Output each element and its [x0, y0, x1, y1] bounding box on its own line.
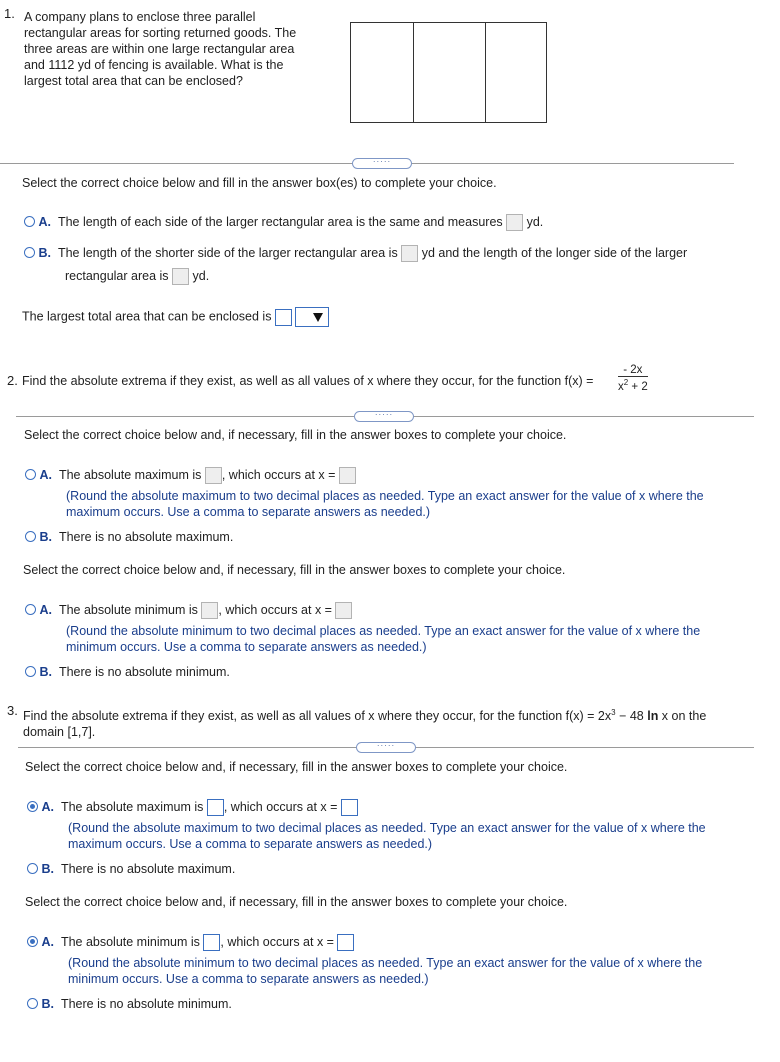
q3-instruction-max: Select the correct choice below and, if necessary, fill in the answer boxes to complete your choice. — [25, 760, 568, 774]
diagram-divider — [413, 23, 414, 122]
q2-max-option-a[interactable]: A. The absolute maximum is , which occurs at x = — [25, 467, 356, 484]
q3-max-note: (Round the absolute maximum to two decimal places as needed. Type an exact answer for the value of x where the maximum occurs. Use a comma to separate answers as needed.) — [68, 821, 706, 851]
question-2-text: Find the absolute extrema if they exist, as well as all values of x where they occur, for the function f(x) = — [22, 374, 594, 388]
q2-min-option-b[interactable]: B. There is no absolute minimum. — [25, 665, 230, 679]
q1-unit-dropdown[interactable] — [295, 307, 329, 327]
expand-divider-button[interactable]: ····· — [352, 158, 412, 169]
q3-min-option-b-radio[interactable] — [27, 998, 38, 1009]
q3-max-option-b-radio[interactable] — [27, 863, 38, 874]
q1-instruction: Select the correct choice below and fill in the answer box(es) to complete your choice. — [22, 176, 497, 190]
expand-divider-button[interactable]: ····· — [354, 411, 414, 422]
q3-min-option-a-radio[interactable] — [27, 936, 38, 947]
q3-max-value-input[interactable] — [207, 799, 224, 816]
q3-min-note: (Round the absolute minimum to two decimal places as needed. Type an exact answer for the value of x where the minimum occurs. Use a comma to separate answers as needed.) — [68, 956, 703, 986]
q2-max-note: (Round the absolute maximum to two decimal places as needed. Type an exact answer for the value of x where the maximum occurs. Use a comma to separate answers as needed.) — [66, 489, 704, 519]
question-1-text: A company plans to enclose three parallel rectangular areas for sorting returned goods. The three areas are within one large rectangular area and 1112 yd of fencing is available. What is the largest total area that can be enclosed? — [24, 10, 297, 88]
q1-option-b-radio[interactable] — [24, 247, 35, 258]
q2-min-option-a[interactable]: A. The absolute minimum is , which occurs at x = — [25, 602, 352, 619]
q3-max-option-b[interactable]: B. There is no absolute maximum. — [27, 862, 235, 876]
q2-instruction-min: Select the correct choice below and, if necessary, fill in the answer boxes to complete your choice. — [23, 563, 566, 577]
expand-divider-button[interactable]: ····· — [356, 742, 416, 753]
q3-instruction-min: Select the correct choice below and, if necessary, fill in the answer boxes to complete your choice. — [25, 895, 568, 909]
q1-shorter-side-input[interactable] — [401, 245, 418, 262]
question-3-text: Find the absolute extrema if they exist, as well as all values of x where they occur, for the function $f(x) = 2x^3 - 48$ ln x on the domain [1,7]. — [23, 708, 707, 740]
question-2-number: 2. — [7, 373, 18, 388]
q2-min-value-input[interactable] — [201, 602, 218, 619]
q2-max-option-b[interactable]: B. There is no absolute maximum. — [25, 530, 233, 544]
three-areas-diagram — [350, 22, 547, 123]
q3-max-x-input[interactable] — [341, 799, 358, 816]
q3-max-option-a-radio[interactable] — [27, 801, 38, 812]
q1-option-b[interactable]: B. The length of the shorter side of the larger rectangular area is yd and the length of the longer side of the larger — [24, 245, 687, 262]
q2-min-option-b-radio[interactable] — [25, 666, 36, 677]
q2-min-option-a-radio[interactable] — [25, 604, 36, 615]
q2-function-fraction: $\frac{- 2x}{x^2 + 2}$ — [618, 364, 648, 393]
q1-side-length-input[interactable] — [506, 214, 523, 231]
q3-min-value-input[interactable] — [203, 934, 220, 951]
q1-largest-area: The largest total area that can be enclosed is — [22, 307, 329, 327]
q2-instruction-max: Select the correct choice below and, if necessary, fill in the answer boxes to complete your choice. — [24, 428, 567, 442]
q1-largest-area-input[interactable] — [275, 309, 292, 326]
q1-option-b-line2: rectangular area is yd. — [65, 268, 209, 285]
question-1-number: 1. — [4, 6, 15, 21]
q2-min-note: (Round the absolute minimum to two decimal places as needed. Type an exact answer for the value of x where the minimum occurs. Use a comma to separate answers as needed.) — [66, 624, 701, 654]
question-3-number: 3. — [7, 703, 18, 718]
q1-option-a[interactable]: A. The length of each side of the larger rectangular area is the same and measures yd. — [24, 214, 543, 231]
q1-option-a-radio[interactable] — [24, 216, 35, 227]
diagram-divider — [485, 23, 486, 122]
q3-max-option-a[interactable]: A. The absolute maximum is , which occurs at x = — [27, 799, 358, 816]
q1-longer-side-input[interactable] — [172, 268, 189, 285]
q2-max-option-b-radio[interactable] — [25, 531, 36, 542]
q3-min-x-input[interactable] — [337, 934, 354, 951]
q3-min-option-b[interactable]: B. There is no absolute minimum. — [27, 997, 232, 1011]
q3-min-option-a[interactable]: A. The absolute minimum is , which occurs at x = — [27, 934, 354, 951]
q2-max-option-a-radio[interactable] — [25, 469, 36, 480]
dropdown-arrow-icon — [313, 313, 323, 322]
q2-max-x-input[interactable] — [339, 467, 356, 484]
q2-max-value-input[interactable] — [205, 467, 222, 484]
q2-min-x-input[interactable] — [335, 602, 352, 619]
